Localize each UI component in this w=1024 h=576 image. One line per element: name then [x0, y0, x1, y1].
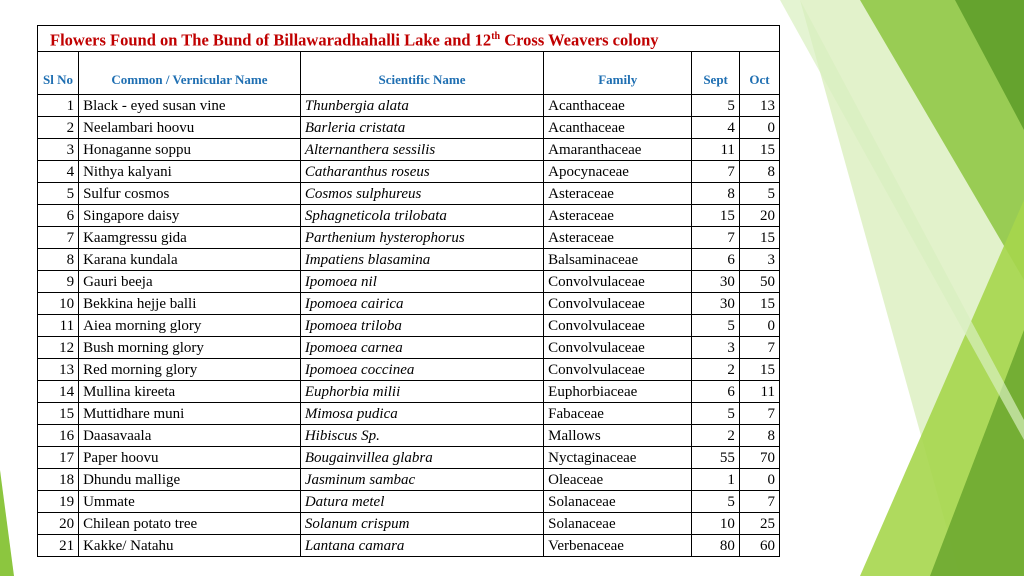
cell-family: Asteraceae: [544, 205, 692, 227]
cell-sept: 5: [692, 403, 740, 425]
cell-sept: 1: [692, 469, 740, 491]
cell-scientific-name: Ipomoea cairica: [300, 293, 543, 315]
cell-common-name: Mullina kireeta: [79, 381, 301, 403]
header-sept: Sept: [692, 52, 740, 95]
cell-common-name: Black - eyed susan vine: [79, 95, 301, 117]
table-row: [38, 249, 780, 271]
header-sl-no: Sl No: [38, 52, 79, 95]
table-row: [38, 205, 780, 227]
cell-scientific-name: Ipomoea nil: [300, 271, 543, 293]
cell-common-name: Muttidhare muni: [79, 403, 301, 425]
cell-scientific-name: Ipomoea triloba: [300, 315, 543, 337]
cell-family: Asteraceae: [544, 183, 692, 205]
table-title: [38, 26, 780, 52]
cell-oct: 0: [739, 117, 779, 139]
cell-scientific-name: Impatiens blasamina: [300, 249, 543, 271]
cell-common-name: Bush morning glory: [79, 337, 301, 359]
cell-sl-no: 21: [38, 535, 79, 557]
table-row: [38, 513, 780, 535]
table-row: [38, 293, 780, 315]
header-scientific-name: Scientific Name: [300, 52, 543, 95]
cell-sl-no: 5: [38, 183, 79, 205]
header-oct: Oct: [739, 52, 779, 95]
header-family: Family: [544, 52, 692, 95]
cell-sl-no: 20: [38, 513, 79, 535]
cell-sl-no: 1: [38, 95, 79, 117]
cell-scientific-name: Solanum crispum: [300, 513, 543, 535]
cell-sl-no: 7: [38, 227, 79, 249]
table-row: [38, 469, 780, 491]
cell-common-name: Gauri beeja: [79, 271, 301, 293]
cell-sl-no: 10: [38, 293, 79, 315]
flowers-table-container: [37, 25, 780, 557]
cell-scientific-name: Alternanthera sessilis: [300, 139, 543, 161]
title-superscript: th: [491, 30, 501, 42]
cell-family: Convolvulaceae: [544, 315, 692, 337]
cell-sl-no: 17: [38, 447, 79, 469]
cell-family: Verbenaceae: [544, 535, 692, 557]
cell-scientific-name: Catharanthus roseus: [300, 161, 543, 183]
cell-sept: 30: [692, 271, 740, 293]
cell-sept: 5: [692, 491, 740, 513]
cell-scientific-name: Hibiscus Sp.: [300, 425, 543, 447]
cell-family: Convolvulaceae: [544, 293, 692, 315]
cell-oct: 15: [739, 359, 779, 381]
table-row: [38, 315, 780, 337]
cell-sl-no: 2: [38, 117, 79, 139]
table-row: [38, 535, 780, 557]
cell-oct: 60: [739, 535, 779, 557]
table-row: [38, 183, 780, 205]
flowers-table: [37, 25, 780, 557]
cell-family: Nyctaginaceae: [544, 447, 692, 469]
table-row: [38, 381, 780, 403]
cell-family: Convolvulaceae: [544, 359, 692, 381]
cell-common-name: Daasavaala: [79, 425, 301, 447]
cell-oct: 0: [739, 469, 779, 491]
cell-family: Apocynaceae: [544, 161, 692, 183]
cell-sept: 5: [692, 95, 740, 117]
cell-oct: 8: [739, 425, 779, 447]
cell-sl-no: 8: [38, 249, 79, 271]
cell-common-name: Kakke/ Natahu: [79, 535, 301, 557]
table-row: [38, 359, 780, 381]
cell-sept: 2: [692, 425, 740, 447]
cell-family: Convolvulaceae: [544, 337, 692, 359]
table-row: [38, 403, 780, 425]
cell-oct: 3: [739, 249, 779, 271]
cell-sept: 6: [692, 381, 740, 403]
cell-family: Acanthaceae: [544, 95, 692, 117]
cell-sept: 11: [692, 139, 740, 161]
cell-family: Balsaminaceae: [544, 249, 692, 271]
table-row: [38, 161, 780, 183]
cell-family: Solanaceae: [544, 491, 692, 513]
table-row: [38, 447, 780, 469]
cell-oct: 20: [739, 205, 779, 227]
cell-common-name: Red morning glory: [79, 359, 301, 381]
cell-scientific-name: Mimosa pudica: [300, 403, 543, 425]
cell-oct: 13: [739, 95, 779, 117]
cell-oct: 15: [739, 139, 779, 161]
cell-family: Mallows: [544, 425, 692, 447]
cell-scientific-name: Ipomoea carnea: [300, 337, 543, 359]
cell-common-name: Dhundu mallige: [79, 469, 301, 491]
table-row: [38, 139, 780, 161]
cell-scientific-name: Barleria cristata: [300, 117, 543, 139]
cell-scientific-name: Ipomoea coccinea: [300, 359, 543, 381]
cell-common-name: Bekkina hejje balli: [79, 293, 301, 315]
cell-oct: 11: [739, 381, 779, 403]
table-row: [38, 337, 780, 359]
cell-sl-no: 13: [38, 359, 79, 381]
cell-sl-no: 16: [38, 425, 79, 447]
cell-family: Acanthaceae: [544, 117, 692, 139]
cell-scientific-name: Datura metel: [300, 491, 543, 513]
cell-sl-no: 4: [38, 161, 79, 183]
table-row: [38, 491, 780, 513]
cell-scientific-name: Euphorbia milii: [300, 381, 543, 403]
cell-scientific-name: Sphagneticola trilobata: [300, 205, 543, 227]
cell-common-name: Singapore daisy: [79, 205, 301, 227]
cell-common-name: Honaganne soppu: [79, 139, 301, 161]
cell-oct: 8: [739, 161, 779, 183]
table-row: [38, 425, 780, 447]
cell-sept: 3: [692, 337, 740, 359]
cell-sl-no: 6: [38, 205, 79, 227]
cell-common-name: Karana kundala: [79, 249, 301, 271]
cell-oct: 7: [739, 337, 779, 359]
cell-sept: 55: [692, 447, 740, 469]
cell-sl-no: 11: [38, 315, 79, 337]
cell-oct: 0: [739, 315, 779, 337]
cell-sl-no: 19: [38, 491, 79, 513]
cell-common-name: Kaamgressu gida: [79, 227, 301, 249]
cell-family: Asteraceae: [544, 227, 692, 249]
cell-sept: 8: [692, 183, 740, 205]
cell-oct: 5: [739, 183, 779, 205]
cell-sept: 4: [692, 117, 740, 139]
cell-oct: 7: [739, 403, 779, 425]
cell-sl-no: 12: [38, 337, 79, 359]
cell-common-name: Ummate: [79, 491, 301, 513]
cell-sl-no: 15: [38, 403, 79, 425]
cell-family: Euphorbiaceae: [544, 381, 692, 403]
title-text-end: Cross Weavers colony: [500, 30, 659, 50]
cell-sept: 5: [692, 315, 740, 337]
table-row: [38, 227, 780, 249]
cell-sl-no: 14: [38, 381, 79, 403]
cell-sl-no: 9: [38, 271, 79, 293]
cell-sept: 7: [692, 161, 740, 183]
cell-common-name: Sulfur cosmos: [79, 183, 301, 205]
cell-common-name: Nithya kalyani: [79, 161, 301, 183]
cell-oct: 70: [739, 447, 779, 469]
cell-oct: 50: [739, 271, 779, 293]
cell-sept: 80: [692, 535, 740, 557]
cell-sept: 6: [692, 249, 740, 271]
cell-scientific-name: Bougainvillea glabra: [300, 447, 543, 469]
cell-scientific-name: Parthenium hysterophorus: [300, 227, 543, 249]
cell-family: Fabaceae: [544, 403, 692, 425]
cell-scientific-name: Jasminum sambac: [300, 469, 543, 491]
cell-family: Convolvulaceae: [544, 271, 692, 293]
cell-scientific-name: Thunbergia alata: [300, 95, 543, 117]
cell-sept: 30: [692, 293, 740, 315]
cell-sl-no: 3: [38, 139, 79, 161]
cell-sl-no: 18: [38, 469, 79, 491]
cell-oct: 15: [739, 227, 779, 249]
title-text: Flowers Found on The Bund of Billawaradhahalli Lake and 12: [50, 30, 492, 50]
cell-oct: 25: [739, 513, 779, 535]
header-common-name: Common / Vernicular Name: [79, 52, 301, 95]
cell-sept: 10: [692, 513, 740, 535]
cell-scientific-name: Cosmos sulphureus: [300, 183, 543, 205]
table-row: [38, 271, 780, 293]
header-row: [38, 52, 780, 95]
cell-sept: 15: [692, 205, 740, 227]
cell-family: Solanaceae: [544, 513, 692, 535]
cell-common-name: Aiea morning glory: [79, 315, 301, 337]
cell-oct: 15: [739, 293, 779, 315]
table-row: [38, 117, 780, 139]
cell-common-name: Chilean potato tree: [79, 513, 301, 535]
cell-common-name: Neelambari hoovu: [79, 117, 301, 139]
cell-common-name: Paper hoovu: [79, 447, 301, 469]
cell-sept: 7: [692, 227, 740, 249]
cell-family: Oleaceae: [544, 469, 692, 491]
cell-scientific-name: Lantana camara: [300, 535, 543, 557]
cell-oct: 7: [739, 491, 779, 513]
cell-sept: 2: [692, 359, 740, 381]
table-row: [38, 95, 780, 117]
cell-family: Amaranthaceae: [544, 139, 692, 161]
